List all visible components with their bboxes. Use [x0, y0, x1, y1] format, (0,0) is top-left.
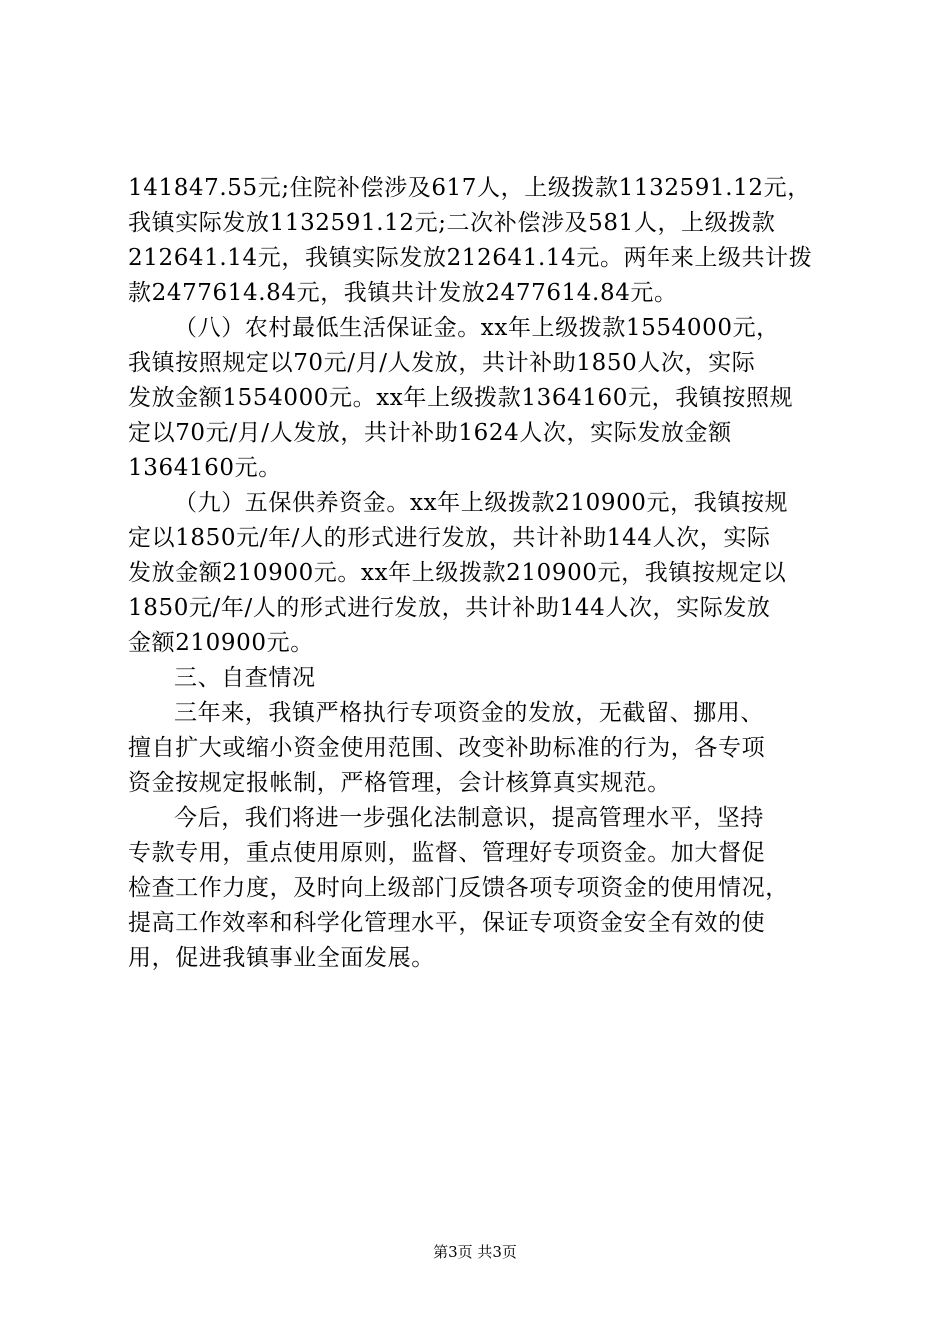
- paragraph-line: 今后，我们将进一步强化法制意识，提高管理水平，坚持: [174, 805, 764, 831]
- paragraph-line: 定以1850元/年/人的形式进行发放，共计补助144人次，实际: [128, 525, 771, 551]
- paragraph-line: 资金按规定报帐制，严格管理，会计核算真实规范。: [128, 770, 671, 796]
- section-heading-line: （八）农村最低生活保证金。xx年上级拨款1554000元，: [174, 315, 780, 341]
- paragraph-line: 发放金额210900元。xx年上级拨款210900元，我镇按规定以: [128, 560, 787, 586]
- paragraph-line: 141847.55元;住院补偿涉及617人，上级拨款1132591.12元，: [128, 175, 811, 201]
- page-number-footer: 第3页 共3页: [433, 1243, 517, 1261]
- paragraph-line: 金额210900元。: [128, 630, 314, 656]
- paragraph-line: 提高工作效率和科学化管理水平，保证专项资金安全有效的使: [128, 910, 766, 936]
- paragraph-line: 我镇实际发放1132591.12元;二次补偿涉及581人，上级拨款: [128, 210, 776, 236]
- paragraph-line: 我镇按照规定以70元/月/人发放，共计补助1850人次，实际: [128, 350, 756, 376]
- paragraph-line: 发放金额1554000元。xx年上级拨款1364160元，我镇按照规: [128, 385, 794, 411]
- section-heading: 三、自查情况: [174, 665, 316, 691]
- paragraph-line: 擅自扩大或缩小资金使用范围、改变补助标准的行为，各专项: [128, 735, 766, 761]
- paragraph-line: 用，促进我镇事业全面发展。: [128, 945, 435, 971]
- paragraph-line: 1850元/年/人的形式进行发放，共计补助144人次，实际发放: [128, 595, 771, 621]
- paragraph-line: 定以70元/月/人发放，共计补助1624人次，实际发放金额: [128, 420, 732, 446]
- paragraph-line: 款2477614.84元，我镇共计发放2477614.84元。: [128, 280, 678, 306]
- paragraph-line: 三年来，我镇严格执行专项资金的发放，无截留、挪用、: [174, 700, 764, 726]
- paragraph-line: 专款专用，重点使用原则，监督、管理好专项资金。加大督促: [128, 840, 766, 866]
- paragraph-line: 212641.14元，我镇实际发放212641.14元。两年来上级共计拨: [128, 245, 813, 271]
- paragraph-line: 检查工作力度，及时向上级部门反馈各项专项资金的使用情况，: [128, 875, 789, 901]
- section-heading-line: （九）五保供养资金。xx年上级拨款210900元，我镇按规: [174, 490, 789, 516]
- paragraph-line: 1364160元。: [128, 455, 282, 481]
